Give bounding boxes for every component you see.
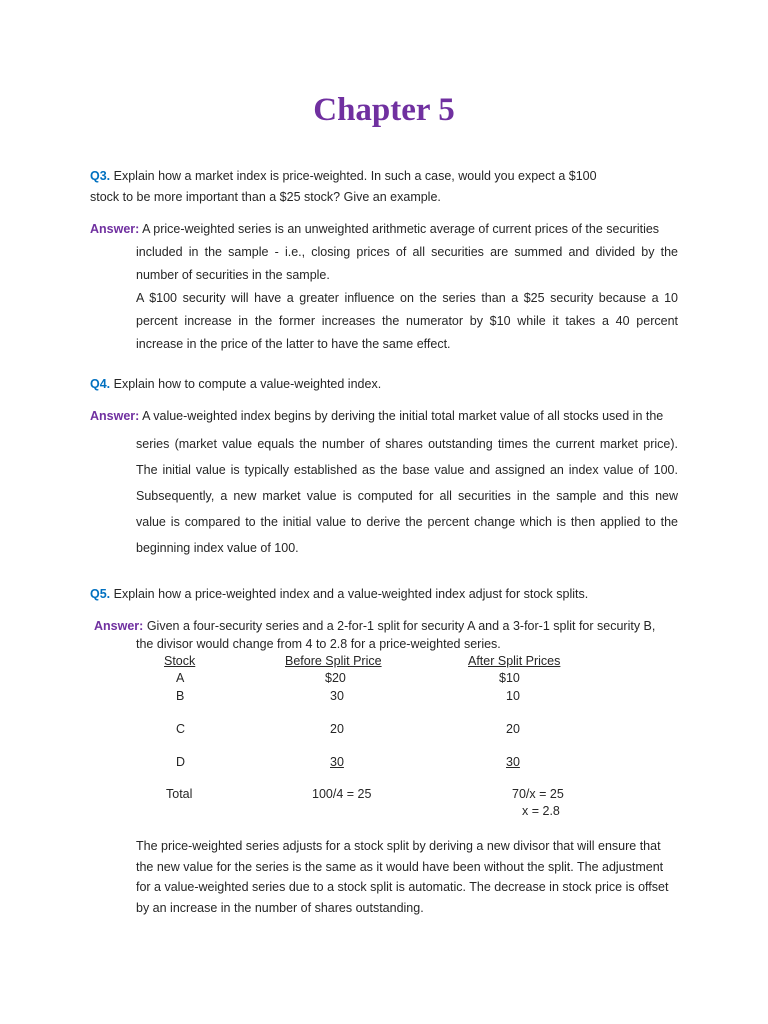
question-5-label: Q5. <box>90 587 111 601</box>
answer-4-line-2: series (market value equals the number of shares outstanding times the current market price). <box>136 437 678 451</box>
table-row-c-before: 20 <box>330 722 344 736</box>
answer-4-body <box>136 431 678 561</box>
table-total-after-equation: 70/x = 25 <box>512 787 564 801</box>
answer-4-first-line <box>90 405 678 427</box>
answer-5-label: Answer: <box>94 619 144 633</box>
answer-5-first-line <box>94 616 682 636</box>
table-row-b-stock: B <box>176 689 185 703</box>
table-total-before: 100/4 = 25 <box>312 787 372 801</box>
closing-line-4: by an increase in the number of shares outstanding. <box>136 900 424 915</box>
answer-4-label: Answer: <box>90 409 140 423</box>
table-row-c-after: 20 <box>506 722 520 736</box>
table-total-label: Total <box>166 787 193 801</box>
table-row-c-stock: C <box>176 722 186 736</box>
answer-3-line-2: included in the sample - i.e., closing prices of all securities are summed and divided by the <box>136 245 678 259</box>
answer-3-body <box>136 241 678 356</box>
table-row-a-after: $10 <box>499 671 520 685</box>
answer-3-line-4: A $100 security will have a greater influence on the series than a $25 security because a 10 <box>136 291 678 305</box>
answer-3-line-1: A price-weighted series is an unweighted arithmetic average of current prices of the securities <box>142 222 660 236</box>
question-4 <box>90 374 381 395</box>
question-3-label: Q3. <box>90 169 111 183</box>
answer-4-line-3: The initial value is typically established as the base value and assigned an index value of 100. <box>136 463 678 477</box>
closing-line-1: The price-weighted series adjusts for a stock split by deriving a new divisor that will ensure that <box>136 839 661 853</box>
answer-3-line-3: number of securities in the sample. <box>136 268 330 282</box>
table-row-d-stock: D <box>176 755 186 769</box>
answer-3-line-6: increase in the price of the latter to have the same effect. <box>136 337 451 351</box>
table-row-a-before: $20 <box>325 671 346 685</box>
table-row-b-before: 30 <box>330 689 344 703</box>
answer-3-label: Answer: <box>90 222 140 236</box>
question-3-line-2: stock to be more important than a $25 stock? Give an example. <box>90 190 441 204</box>
answer-3-first-line <box>90 218 678 240</box>
answer-4-line-4: Subsequently, a new market value is computed for all securities in the sample and this new <box>136 489 678 503</box>
closing-line-2: the new value for the series is the same as it would have been without the split. The adjustment <box>136 859 664 874</box>
table-total-after-result: x = 2.8 <box>522 804 560 818</box>
answer-3-line-5: percent increase in the former increases the numerator by $10 while it takes a 40 percent <box>136 314 678 328</box>
chapter-title: Chapter 5 <box>313 92 455 128</box>
closing-line-3: for a value-weighted series due to a stock split is automatic. The decrease in stock price is offset <box>136 880 669 894</box>
question-3-line-1: Explain how a market index is price-weighted. In such a case, would you expect a $100 <box>113 169 597 183</box>
question-5-text: Explain how a price-weighted index and a value-weighted index adjust for stock splits. <box>113 587 589 601</box>
table-row-b-after: 10 <box>506 689 520 703</box>
table-header-after: After Split Prices <box>468 654 561 668</box>
table-row-d-after: 30 <box>506 755 520 769</box>
answer-4-line-1: A value-weighted index begins by deriving the initial total market value of all stocks used in the <box>142 409 664 423</box>
answer-5-line-1: Given a four-security series and a 2-for-1 split for security A and a 3-for-1 split for security B, <box>146 619 656 633</box>
question-4-label: Q4. <box>90 377 111 391</box>
closing-paragraph <box>136 836 678 918</box>
answer-5-line-2: the divisor would change from 4 to 2.8 for a price-weighted series. <box>136 637 501 651</box>
question-3 <box>90 166 597 208</box>
answer-4-line-6: beginning index value of 100. <box>136 541 299 555</box>
question-4-text: Explain how to compute a value-weighted index. <box>113 377 382 391</box>
table-row-a-stock: A <box>176 671 185 685</box>
table-header-before: Before Split Price <box>285 654 382 668</box>
table-header-stock: Stock <box>164 654 196 668</box>
table-row-d-before: 30 <box>330 755 344 769</box>
answer-4-line-5: value is compared to the initial value to derive the percent change which is then applied to the <box>136 515 678 529</box>
question-5 <box>90 584 588 605</box>
